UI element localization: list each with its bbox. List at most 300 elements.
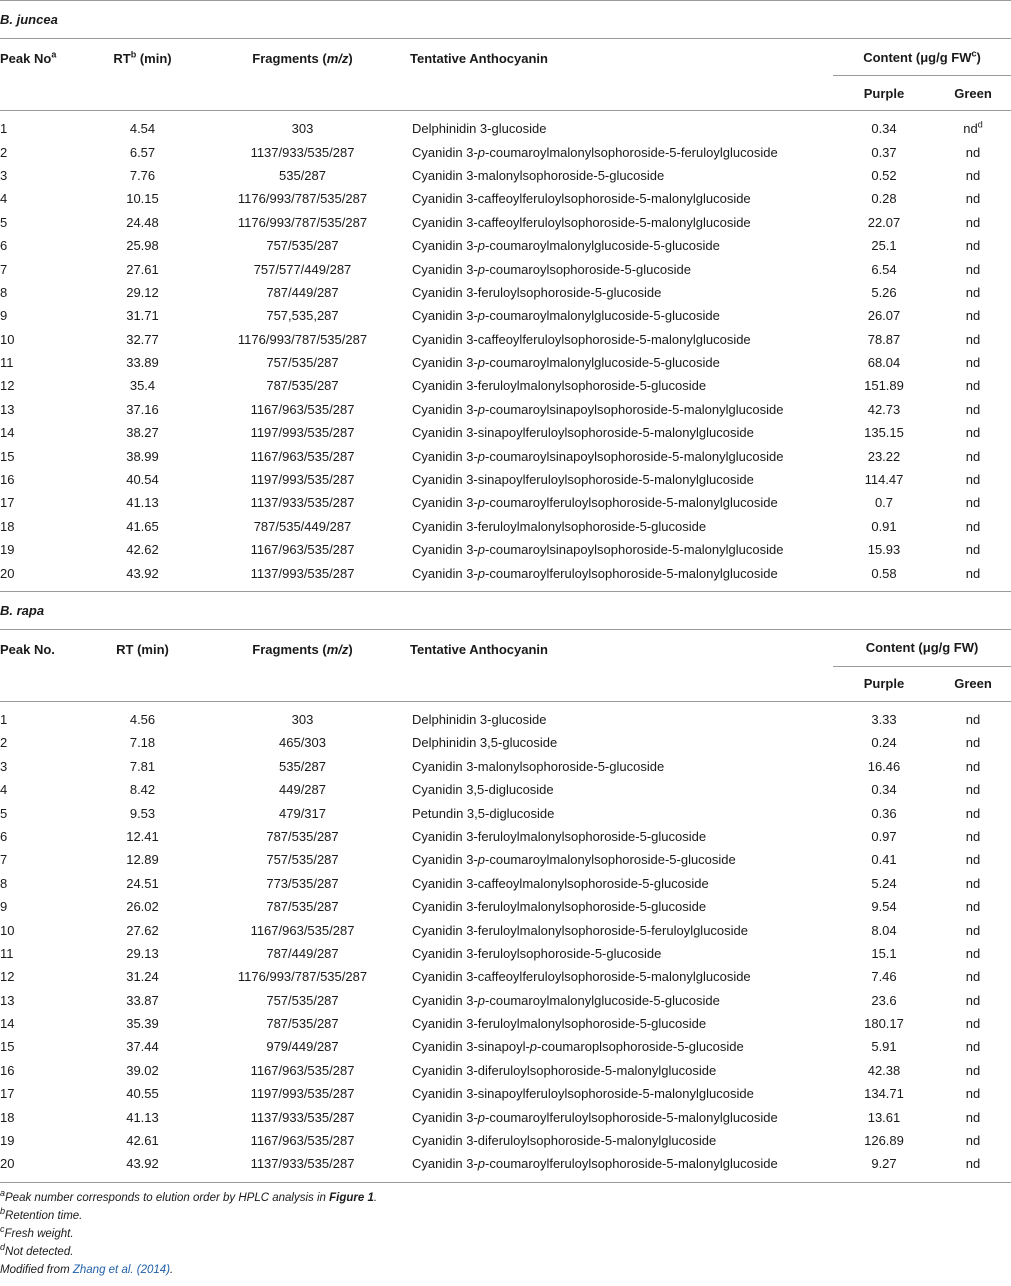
- anthocyanin-cell: Cyanidin 3-p-coumaroylsinapoylsophoroside-5-malonylglucoside: [412, 448, 784, 464]
- green-content-cell: nd: [965, 565, 981, 581]
- peak-cell: 6: [0, 828, 8, 844]
- table-row: [0, 1129, 1011, 1152]
- anthocyanin-cell: Cyanidin 3-p-coumaroylmalonylsophoroside-5-glucoside: [412, 852, 736, 868]
- rt-cell: 31.24: [126, 969, 159, 985]
- green-content-cell: nd: [965, 875, 981, 891]
- fragments-cell: 303: [291, 121, 314, 137]
- fragments-cell: 757/535/287: [266, 992, 339, 1008]
- table-row: [0, 965, 1011, 988]
- anthocyanin-cell: Cyanidin 3-caffeoylferuloylsophoroside-5-malonylglucoside: [412, 214, 751, 230]
- purple-content-cell: 6.54: [871, 261, 897, 277]
- anthocyanin-cell: Cyanidin 3-p-coumaroylmalonylglucoside-5-glucoside: [412, 238, 720, 254]
- table-row: [0, 1152, 1011, 1181]
- purple-content-cell: 8.04: [871, 922, 897, 938]
- anthocyanin-cell: Cyanidin 3-p-coumaroylmalonylsophoroside-5-feruloylglucoside: [412, 144, 778, 160]
- anthocyanin-cell: Cyanidin 3-p-coumaroylsophoroside-5-glucoside: [412, 261, 691, 277]
- purple-content-cell: 42.73: [867, 401, 901, 417]
- fragments-cell: 757/535/287: [266, 238, 339, 254]
- peak-cell: 16: [0, 472, 15, 488]
- fragments-cell: 757/535/287: [266, 852, 339, 868]
- purple-content-cell: 9.54: [871, 899, 897, 915]
- fragments-cell: 787/449/287: [266, 284, 339, 300]
- content-header: Content (μg/g $FW^c$): [833, 39, 1011, 76]
- peak-cell: 3: [0, 167, 8, 183]
- fragments-cell: 1197/993/535/287: [250, 425, 355, 441]
- table-row: [0, 755, 1011, 778]
- footnote-d: $^d$Not detected.: [0, 1241, 74, 1258]
- rt-cell: 10.15: [126, 191, 159, 207]
- fragments-cell: 773/535/287: [266, 875, 339, 891]
- anthocyanin-cell: Cyanidin 3-feruloylmalonylsophoroside-5-glucoside: [412, 1016, 707, 1032]
- rt-cell: 39.02: [126, 1062, 159, 1078]
- green-content-cell: nd: [965, 712, 981, 727]
- table-row: [0, 328, 1011, 351]
- fragments-cell: 1176/993/787/535/287: [237, 331, 368, 347]
- peak-cell: 10: [0, 922, 15, 938]
- anthocyanin-cell: Cyanidin 3-malonylsophoroside-5-glucoside: [412, 167, 665, 183]
- footnote-c: $^c$Fresh weight.: [0, 1223, 74, 1240]
- table-row: [0, 398, 1011, 421]
- fragments-cell: 1167/963/535/287: [250, 922, 355, 938]
- table-row: [0, 351, 1011, 374]
- footnote-b: $^b$Retention time.: [0, 1205, 83, 1222]
- fragments-cell: 1137/933/535/287: [250, 1156, 355, 1172]
- rapa-rows: [0, 701, 1011, 1181]
- rt-cell: 35.39: [126, 1016, 159, 1032]
- green-content-cell: nd: [965, 378, 981, 394]
- anthocyanin-cell: Cyanidin 3-p-coumaroylsinapoylsophoroside-5-malonylglucoside: [412, 542, 784, 558]
- anthocyanin-cell: Cyanidin 3-p-coumaroylmalonylglucoside-5-glucoside: [412, 992, 720, 1008]
- anthocyanin-cell: Cyanidin 3-p-coumaroylferuloylsophoroside-5-malonylglucoside: [412, 1156, 778, 1172]
- anthocyanin-cell: Cyanidin 3-sinapoylferuloylsophoroside-5-malonylglucoside: [412, 1086, 754, 1102]
- purple-content-cell: 23.6: [871, 992, 897, 1008]
- purple-content-cell: 0.34: [871, 782, 897, 798]
- table-row: [0, 111, 1011, 141]
- rt-cell: 35.4: [129, 378, 156, 394]
- table-row: [0, 701, 1011, 731]
- fragments-cell: 535/287: [279, 167, 326, 183]
- fragments-cell: 1137/933/535/287: [250, 144, 355, 160]
- anthocyanin-cell: Cyanidin 3-feruloylmalonylsophoroside-5-glucoside: [412, 899, 707, 915]
- green-content-cell: nd: [965, 261, 981, 277]
- purple-content-cell: 134.71: [864, 1086, 904, 1102]
- table-row: [0, 731, 1011, 754]
- rt-cell: 26.02: [126, 899, 159, 915]
- table-row: [0, 989, 1011, 1012]
- anthocyanin-cell: Cyanidin 3-p-coumaroylferuloylsophoroside-5-malonylglucoside: [412, 1109, 778, 1125]
- green-content-cell: nd: [965, 735, 981, 751]
- rt-cell: 24.51: [126, 875, 159, 891]
- purple-content-cell: 126.89: [864, 1133, 904, 1149]
- table-row: [0, 211, 1011, 234]
- green-content-cell: nd: [965, 495, 981, 511]
- rt-cell: 29.13: [126, 945, 159, 961]
- green-content-cell: nd: [965, 518, 981, 534]
- purple-header: Purple: [833, 666, 935, 701]
- table-row: [0, 140, 1011, 163]
- table-row: [0, 515, 1011, 538]
- green-content-cell: $nd^d$: [963, 119, 983, 137]
- green-content-cell: nd: [965, 782, 981, 798]
- rapa-section: [0, 591, 1011, 701]
- rt-cell: 7.76: [129, 167, 156, 183]
- green-content-cell: nd: [965, 805, 981, 821]
- purple-content-cell: 0.34: [871, 121, 897, 137]
- peak-cell: 14: [0, 1016, 15, 1032]
- fragments-cell: 1176/993/787/535/287: [237, 191, 368, 207]
- anthocyanin-cell: Cyanidin 3-p-coumaroylmalonylglucoside-5-glucoside: [412, 308, 720, 324]
- anthocyanin-cell: Petundin 3,5-diglucoside: [412, 805, 555, 821]
- peak-cell: 9: [0, 899, 8, 915]
- anthocyanin-cell: Cyanidin 3-feruloylmalonylsophoroside-5-glucoside: [412, 828, 707, 844]
- peak-cell: 20: [0, 1156, 15, 1172]
- green-content-cell: nd: [965, 758, 981, 774]
- footnote-a: $^a$Peak number corresponds to elution order by HPLC analysis in Figure 1.: [0, 1187, 378, 1204]
- fragments-cell: 1167/963/535/287: [250, 401, 355, 417]
- anthocyanin-cell: Delphinidin 3,5-glucoside: [412, 735, 558, 751]
- peak-cell: 7: [0, 852, 8, 868]
- peak-cell: 6: [0, 238, 8, 254]
- green-content-cell: nd: [965, 401, 981, 417]
- rt-cell: 24.48: [126, 214, 159, 230]
- table-row: [0, 234, 1011, 257]
- rt-cell: 43.92: [126, 1156, 159, 1172]
- anthocyanin-header: Tentative Anthocyanin: [410, 39, 833, 111]
- anthocyanin-cell: Cyanidin 3-feruloylmalonylsophoroside-5-feruloylglucoside: [412, 922, 749, 938]
- purple-content-cell: 3.33: [871, 712, 897, 727]
- rt-cell: 7.18: [129, 735, 156, 751]
- purple-content-cell: 13.61: [867, 1109, 901, 1125]
- rt-cell: 41.13: [126, 1109, 159, 1125]
- green-content-cell: nd: [965, 828, 981, 844]
- rt-header: RT (min): [90, 629, 195, 701]
- rt-cell: 4.54: [129, 121, 156, 137]
- anthocyanin-cell: Cyanidin 3-sinapoyl-p-coumaroplsophoroside-5-glucoside: [412, 1039, 744, 1055]
- green-content-cell: nd: [965, 1016, 981, 1032]
- peak-cell: 10: [0, 331, 15, 347]
- anthocyanin-cell: Cyanidin 3-p-coumaroylmalonylglucoside-5-glucoside: [412, 355, 720, 371]
- purple-content-cell: 0.28: [871, 191, 897, 207]
- peak-cell: 11: [0, 355, 14, 371]
- purple-content-cell: 5.91: [871, 1039, 897, 1055]
- fragments-header: Fragments (m/z): [195, 629, 410, 701]
- fragments-cell: 1197/993/535/287: [250, 1086, 355, 1102]
- purple-content-cell: 26.07: [867, 308, 901, 324]
- peak-cell: 4: [0, 782, 8, 798]
- anthocyanin-cell: Cyanidin 3-caffeoylferuloylsophoroside-5-malonylglucoside: [412, 191, 751, 207]
- green-content-cell: nd: [965, 238, 981, 254]
- rt-cell: 27.61: [126, 261, 159, 277]
- fragments-cell: 1197/993/535/287: [250, 472, 355, 488]
- rt-header: $RT^b$ (min): [90, 39, 195, 111]
- table-row: [0, 942, 1011, 965]
- purple-content-cell: 25.1: [871, 238, 897, 254]
- purple-content-cell: 68.04: [867, 355, 901, 371]
- green-content-cell: nd: [965, 992, 981, 1008]
- fragments-cell: 1137/933/535/287: [250, 495, 355, 511]
- green-content-cell: nd: [965, 425, 981, 441]
- peak-cell: 7: [0, 261, 8, 277]
- peak-cell: 13: [0, 401, 15, 417]
- peak-cell: 16: [0, 1062, 15, 1078]
- table-row: [0, 1105, 1011, 1128]
- purple-content-cell: 0.58: [871, 565, 897, 581]
- green-content-cell: nd: [965, 331, 981, 347]
- anthocyanin-cell: Cyanidin 3-caffeoylferuloylsophoroside-5-malonylglucoside: [412, 969, 751, 985]
- rt-cell: 38.99: [126, 448, 159, 464]
- purple-content-cell: 0.91: [871, 518, 897, 534]
- green-content-cell: nd: [965, 852, 981, 868]
- green-content-cell: nd: [965, 308, 981, 324]
- table-row: [0, 164, 1011, 187]
- peak-cell: 8: [0, 875, 8, 891]
- green-content-cell: nd: [965, 1039, 981, 1055]
- fragments-cell: 1167/963/535/287: [250, 542, 355, 558]
- rt-cell: 41.65: [126, 518, 159, 534]
- purple-content-cell: 78.87: [867, 331, 901, 347]
- rt-cell: 37.44: [126, 1039, 159, 1055]
- fragments-cell: 479/317: [279, 805, 326, 821]
- peak-no-header: Peak No$^a$: [0, 39, 90, 111]
- table-row: [0, 895, 1011, 918]
- rt-cell: 7.81: [129, 758, 156, 774]
- table-row: [0, 444, 1011, 467]
- purple-content-cell: 15.93: [867, 542, 901, 558]
- rt-cell: 29.12: [126, 284, 159, 300]
- purple-content-cell: 0.52: [871, 167, 897, 183]
- rt-cell: 27.62: [126, 922, 159, 938]
- fragments-cell: 449/287: [279, 782, 326, 798]
- juncea-section: [0, 1, 1011, 111]
- peak-cell: 2: [0, 144, 8, 160]
- purple-content-cell: 22.07: [867, 214, 901, 230]
- peak-cell: 11: [0, 945, 14, 961]
- fragments-header: Fragments (m/z): [195, 39, 410, 111]
- purple-content-cell: 135.15: [864, 425, 904, 441]
- footnote-source: Modified from Zhang et al. (2014).: [0, 1263, 174, 1276]
- anthocyanin-cell: Cyanidin 3-sinapoylferuloylsophoroside-5-malonylglucoside: [412, 425, 754, 441]
- peak-no-header: Peak No.: [0, 629, 90, 701]
- fragments-cell: 1167/963/535/287: [250, 1133, 355, 1149]
- table-row: [0, 538, 1011, 561]
- anthocyanin-cell: Cyanidin 3-p-coumaroylferuloylsophoroside-5-malonylglucoside: [412, 495, 778, 511]
- purple-content-cell: 0.24: [871, 735, 897, 751]
- juncea-title: B. juncea: [0, 1, 1011, 39]
- peak-cell: 1: [0, 712, 8, 727]
- rt-cell: 43.92: [126, 565, 159, 581]
- fragments-cell: 1167/963/535/287: [250, 1062, 355, 1078]
- fragments-cell: 465/303: [279, 735, 326, 751]
- green-content-cell: nd: [965, 448, 981, 464]
- table-row: [0, 848, 1011, 871]
- anthocyanin-cell: Cyanidin 3,5-diglucoside: [412, 782, 554, 798]
- green-content-cell: nd: [965, 214, 981, 230]
- fragments-cell: 787/535/449/287: [253, 518, 352, 534]
- peak-cell: 13: [0, 992, 15, 1008]
- green-content-cell: nd: [965, 144, 981, 160]
- peak-cell: 15: [0, 1039, 15, 1055]
- fragments-cell: 1167/963/535/287: [250, 448, 355, 464]
- table-row: [0, 801, 1011, 824]
- rt-cell: 38.27: [126, 425, 159, 441]
- fragments-cell: 787/535/287: [266, 1016, 339, 1032]
- peak-cell: 2: [0, 735, 8, 751]
- fragments-cell: 787/449/287: [266, 945, 339, 961]
- green-content-cell: nd: [965, 1062, 981, 1078]
- table-row: [0, 374, 1011, 397]
- table-row: [0, 257, 1011, 280]
- green-content-cell: nd: [965, 191, 981, 207]
- table-row: [0, 1012, 1011, 1035]
- purple-content-cell: 16.46: [867, 758, 901, 774]
- peak-cell: 15: [0, 448, 15, 464]
- anthocyanin-cell: Delphinidin 3-glucoside: [412, 712, 547, 727]
- table-row: [0, 918, 1011, 941]
- table-row: [0, 1035, 1011, 1058]
- peak-cell: 20: [0, 565, 15, 581]
- fragments-cell: 303: [291, 712, 314, 727]
- green-content-cell: nd: [965, 899, 981, 915]
- anthocyanin-cell: Cyanidin 3-p-coumaroylsinapoylsophoroside-5-malonylglucoside: [412, 401, 784, 417]
- purple-content-cell: 0.7: [874, 495, 894, 511]
- green-content-cell: nd: [965, 284, 981, 300]
- fragments-cell: 1176/993/787/535/287: [237, 969, 368, 985]
- green-content-cell: nd: [965, 1109, 981, 1125]
- rt-cell: 41.13: [126, 495, 159, 511]
- anthocyanin-cell: Cyanidin 3-diferuloylsophoroside-5-malonylglucoside: [412, 1062, 717, 1078]
- purple-content-cell: 9.27: [871, 1156, 897, 1172]
- peak-cell: 12: [0, 969, 15, 985]
- anthocyanin-header: Tentative Anthocyanin: [410, 629, 833, 701]
- peak-cell: 17: [0, 495, 15, 511]
- table-row: [0, 187, 1011, 210]
- footnote-marker: d: [977, 119, 983, 130]
- rt-cell: 31.71: [126, 308, 159, 324]
- peak-cell: 19: [0, 1133, 15, 1149]
- table-row: [0, 778, 1011, 801]
- green-content-cell: nd: [965, 969, 981, 985]
- purple-content-cell: 0.97: [871, 828, 897, 844]
- anthocyanin-cell: Cyanidin 3-feruloylsophoroside-5-glucoside: [412, 945, 662, 961]
- green-header: Green: [935, 666, 1011, 701]
- green-content-cell: nd: [965, 1156, 981, 1172]
- table-row: [0, 304, 1011, 327]
- rt-cell: 12.89: [126, 852, 159, 868]
- purple-content-cell: 7.46: [871, 969, 897, 985]
- peak-cell: 18: [0, 518, 15, 534]
- purple-content-cell: 0.41: [871, 852, 897, 868]
- anthocyanin-cell: Cyanidin 3-malonylsophoroside-5-glucoside: [412, 758, 665, 774]
- anthocyanin-cell: Cyanidin 3-p-coumaroylferuloylsophoroside-5-malonylglucoside: [412, 565, 778, 581]
- fragments-cell: 979/449/287: [266, 1039, 339, 1055]
- purple-content-cell: 0.36: [871, 805, 897, 821]
- anthocyanin-cell: Delphinidin 3-glucoside: [412, 121, 547, 137]
- table-row: [0, 1082, 1011, 1105]
- green-content-cell: nd: [965, 542, 981, 558]
- rt-cell: 12.41: [126, 828, 159, 844]
- footnotes: [0, 1182, 1011, 1279]
- purple-content-cell: 180.17: [864, 1016, 904, 1032]
- citation-link[interactable]: Zhang et al. (2014): [72, 1263, 171, 1276]
- fragments-cell: 787/535/287: [266, 899, 339, 915]
- rt-cell: 8.42: [129, 782, 156, 798]
- green-content-cell: nd: [965, 945, 981, 961]
- green-content-cell: nd: [965, 1086, 981, 1102]
- purple-header: Purple: [833, 76, 935, 111]
- peak-cell: 5: [0, 805, 8, 821]
- fragments-cell: 1137/993/535/287: [250, 565, 355, 581]
- rt-cell: 42.62: [126, 542, 159, 558]
- table-row: [0, 1059, 1011, 1082]
- green-header: Green: [935, 76, 1011, 111]
- rt-cell: 33.87: [126, 992, 159, 1008]
- purple-content-cell: 42.38: [867, 1062, 901, 1078]
- rt-cell: 9.53: [129, 805, 156, 821]
- fragments-cell: 535/287: [279, 758, 326, 774]
- anthocyanin-cell: Cyanidin 3-caffeoylmalonylsophoroside-5-glucoside: [412, 875, 709, 891]
- anthocyanin-cell: Cyanidin 3-feruloylsophoroside-5-glucoside: [412, 284, 662, 300]
- table-row: [0, 421, 1011, 444]
- table-row: [0, 872, 1011, 895]
- peak-cell: 19: [0, 542, 15, 558]
- purple-content-cell: 151.89: [864, 378, 904, 394]
- peak-cell: 14: [0, 425, 15, 441]
- rt-cell: 4.56: [129, 712, 156, 727]
- fragments-cell: 757/577/449/287: [253, 261, 352, 277]
- rt-cell: 37.16: [126, 401, 159, 417]
- peak-cell: 5: [0, 214, 8, 230]
- rapa-title: B. rapa: [0, 591, 1011, 629]
- rt-cell: 42.61: [126, 1133, 159, 1149]
- peak-cell: 17: [0, 1086, 15, 1102]
- rt-cell: 32.77: [126, 331, 159, 347]
- green-content-cell: nd: [965, 472, 981, 488]
- purple-content-cell: 5.26: [871, 284, 897, 300]
- table-row: [0, 491, 1011, 514]
- purple-content-cell: 0.37: [871, 144, 897, 160]
- peak-cell: 8: [0, 284, 8, 300]
- peak-cell: 4: [0, 191, 8, 207]
- rt-cell: 40.54: [126, 472, 159, 488]
- peak-cell: 12: [0, 378, 15, 394]
- table-row: [0, 825, 1011, 848]
- green-content-cell: nd: [965, 1133, 981, 1149]
- peak-cell: 9: [0, 308, 8, 324]
- rt-cell: 6.57: [129, 144, 156, 160]
- green-content-cell: nd: [965, 167, 981, 183]
- table-row: [0, 281, 1011, 304]
- fragments-cell: 787/535/287: [266, 828, 339, 844]
- anthocyanin-cell: Cyanidin 3-sinapoylferuloylsophoroside-5-malonylglucoside: [412, 472, 754, 488]
- peak-cell: 3: [0, 758, 8, 774]
- juncea-rows: [0, 111, 1011, 592]
- rt-cell: 33.89: [126, 355, 159, 371]
- peak-cell: 18: [0, 1109, 15, 1125]
- rt-cell: 25.98: [126, 238, 159, 254]
- content-header: Content (μg/g FW): [833, 629, 1011, 666]
- anthocyanin-cell: Cyanidin 3-feruloylmalonylsophoroside-5-glucoside: [412, 378, 707, 394]
- purple-content-cell: 15.1: [871, 945, 897, 961]
- rt-cell: 40.55: [126, 1086, 159, 1102]
- fragments-cell: 1176/993/787/535/287: [237, 214, 368, 230]
- anthocyanin-cell: Cyanidin 3-feruloylmalonylsophoroside-5-glucoside: [412, 518, 707, 534]
- purple-content-cell: 23.22: [867, 448, 901, 464]
- fragments-cell: 787/535/287: [266, 378, 339, 394]
- fragments-cell: 757/535/287: [266, 355, 339, 371]
- anthocyanin-cell: Cyanidin 3-caffeoylferuloylsophoroside-5-malonylglucoside: [412, 331, 751, 347]
- fragments-cell: 757,535,287: [266, 308, 339, 324]
- peak-cell: 1: [0, 121, 8, 137]
